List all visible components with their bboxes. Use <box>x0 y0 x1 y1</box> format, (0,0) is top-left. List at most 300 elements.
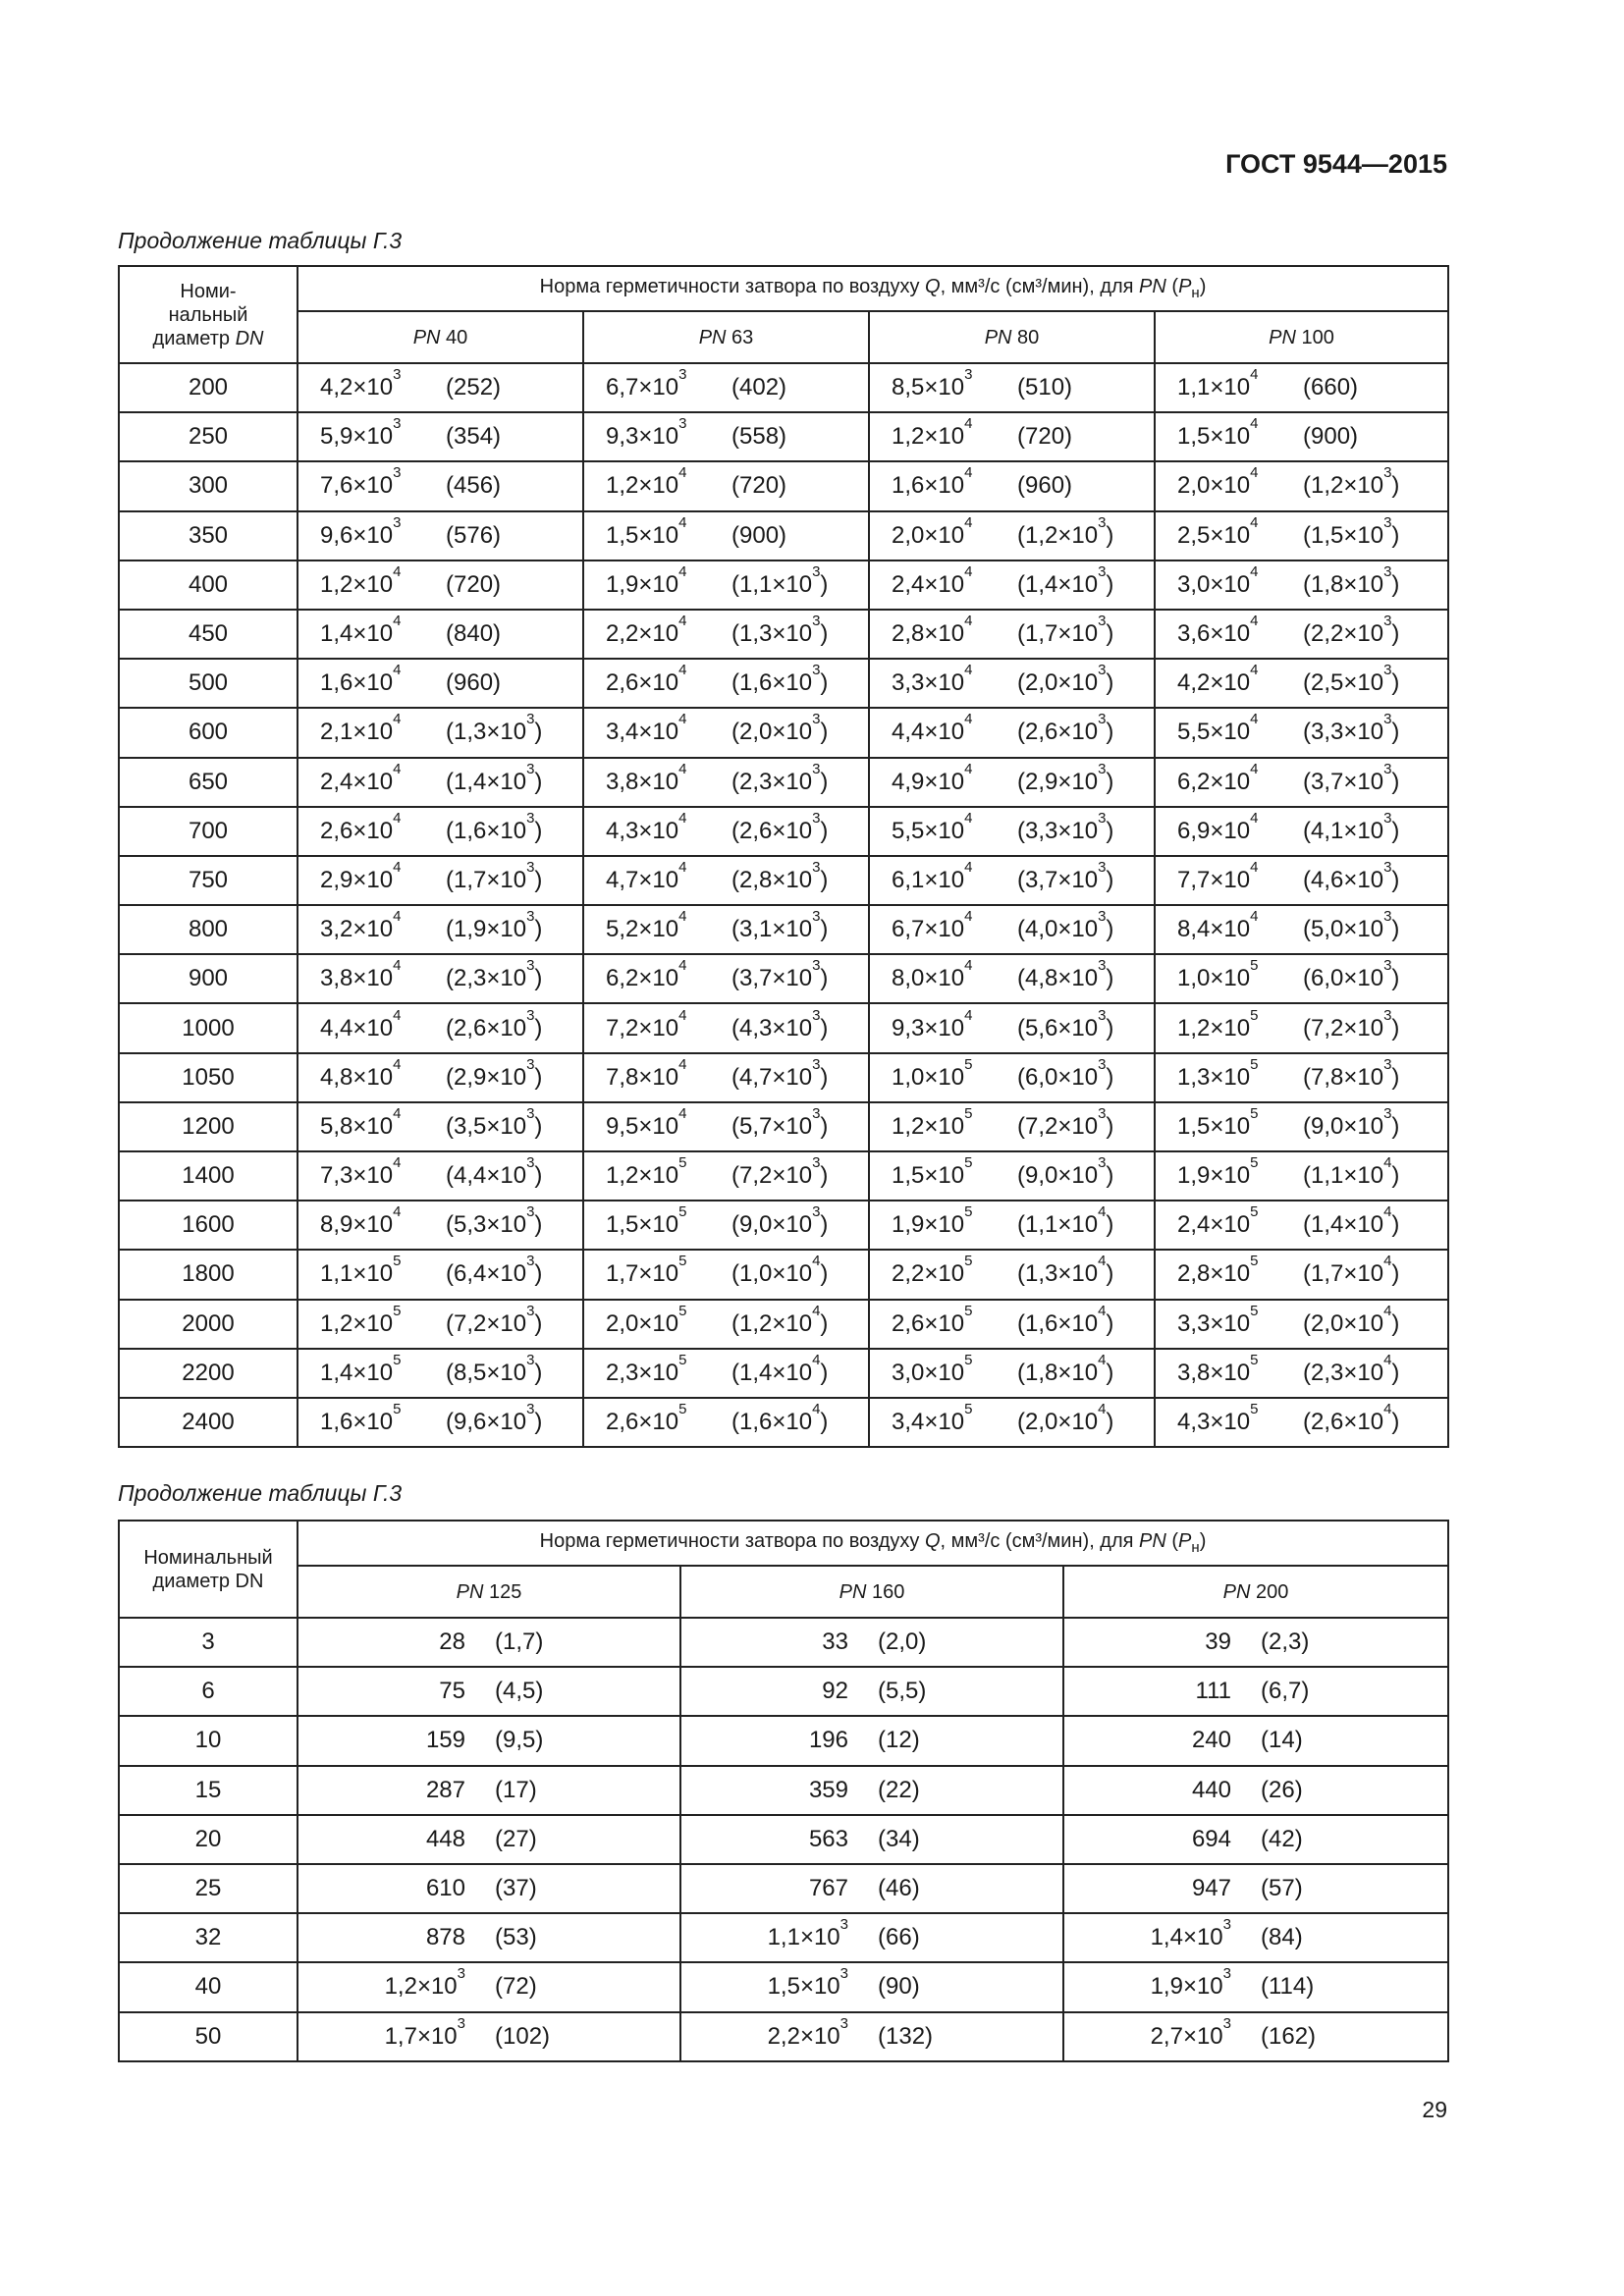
table-row <box>119 1962 1448 2011</box>
table2-caption: Продолжение таблицы Г.3 <box>118 1480 403 1506</box>
leakage-value-cell <box>583 856 869 905</box>
leakage-value-cell <box>1155 659 1448 708</box>
air-flow-cm3min: $(2,0\times 10^4)$ <box>1017 1401 1114 1436</box>
air-flow-cm3min: $(7,2\times 10^3)$ <box>1017 1104 1114 1140</box>
leakage-value-cell <box>298 561 583 610</box>
air-flow-cm3min: $(3,3\times 10^3)$ <box>1303 711 1400 746</box>
leakage-value-cell <box>1155 1102 1448 1151</box>
air-flow-mm3s: $2,7\times 10^3$ <box>1150 2014 1231 2050</box>
leakage-value-cell <box>583 708 869 757</box>
air-flow-cm3min: $(5,6\times 10^3)$ <box>1017 1006 1114 1041</box>
dn-cell: 700 <box>119 807 298 856</box>
air-flow-cm3min: $(1,0\times 10^4)$ <box>731 1253 829 1288</box>
leakage-value-cell <box>1155 1300 1448 1349</box>
leakage-value-cell <box>1155 807 1448 856</box>
air-flow-mm3s: 694 <box>1191 1825 1231 1852</box>
air-flow-mm3s: $4,3\times 10^5$ <box>1177 1401 1259 1436</box>
air-flow-mm3s: $8,0\times 10^4$ <box>892 957 973 992</box>
air-flow-mm3s: $1,2\times 10^4$ <box>892 415 973 451</box>
leakage-value-cell <box>298 905 583 954</box>
air-flow-cm3min: (960) <box>1017 472 1073 500</box>
air-flow-cm3min: $(2,9\times 10^3)$ <box>446 1055 543 1091</box>
leakage-value-cell <box>298 758 583 807</box>
air-flow-cm3min: $(3,7\times 10^3)$ <box>1017 858 1114 893</box>
air-flow-cm3min: (510) <box>1017 374 1073 401</box>
air-flow-mm3s: $1,4\times 10^4$ <box>320 613 402 648</box>
air-flow-mm3s: 610 <box>425 1875 465 1902</box>
air-flow-mm3s: 359 <box>808 1776 848 1803</box>
leakage-value-cell <box>298 1250 583 1299</box>
table-row <box>119 1766 1448 1815</box>
air-flow-cm3min: $(1,8\times 10^4)$ <box>1017 1351 1114 1386</box>
air-flow-cm3min: $(2,3\times 10^4)$ <box>1303 1351 1400 1386</box>
air-flow-mm3s: $1,2\times 10^4$ <box>606 464 687 500</box>
air-flow-mm3s: $2,6\times 10^5$ <box>606 1401 687 1436</box>
leakage-value-cell <box>680 1962 1063 2011</box>
dn-cell: 650 <box>119 758 298 807</box>
leakage-value-cell <box>869 561 1155 610</box>
pn-header-2: PN 200 <box>1063 1566 1448 1618</box>
air-flow-mm3s: 563 <box>808 1825 848 1852</box>
leakage-value-cell <box>680 2012 1063 2061</box>
air-flow-cm3min: (72) <box>495 1973 537 2001</box>
air-flow-mm3s: $4,8\times 10^4$ <box>320 1055 402 1091</box>
air-flow-mm3s: $1,9\times 10^5$ <box>1177 1154 1259 1190</box>
table-row <box>119 758 1448 807</box>
table-row <box>119 1716 1448 1765</box>
leakage-value-cell <box>869 511 1155 561</box>
air-flow-cm3min: $(1,4\times 10^3)$ <box>1017 562 1114 598</box>
air-flow-mm3s: $1,5\times 10^5$ <box>1177 1104 1259 1140</box>
air-flow-cm3min: (53) <box>495 1924 537 1951</box>
table-row <box>119 1102 1448 1151</box>
air-flow-mm3s: 878 <box>425 1924 465 1951</box>
dn-cell: 1050 <box>119 1053 298 1102</box>
dn-cell: 400 <box>119 561 298 610</box>
air-flow-cm3min: (90) <box>878 1973 920 2001</box>
leakage-value-cell <box>1155 1151 1448 1201</box>
air-flow-mm3s: $9,3\times 10^4$ <box>892 1006 973 1041</box>
air-flow-mm3s: $8,4\times 10^4$ <box>1177 908 1259 943</box>
air-flow-mm3s: $4,2\times 10^3$ <box>320 366 402 401</box>
air-flow-cm3min: $(9,6\times 10^3)$ <box>446 1401 543 1436</box>
leakage-value-cell <box>1155 610 1448 659</box>
dn-cell: 600 <box>119 708 298 757</box>
leakage-value-cell <box>869 1053 1155 1102</box>
air-flow-cm3min: $(1,1\times 10^4)$ <box>1017 1203 1114 1239</box>
pn-header-3: PN 100 <box>1155 311 1448 363</box>
leakage-value-cell <box>583 1003 869 1052</box>
air-flow-cm3min: $(1,7\times 10^4)$ <box>1303 1253 1400 1288</box>
air-flow-cm3min: $(2,6\times 10^4)$ <box>1303 1401 1400 1436</box>
air-flow-cm3min: $(1,6\times 10^3)$ <box>446 809 543 844</box>
air-flow-cm3min: (17) <box>495 1776 537 1803</box>
air-flow-mm3s: $2,4\times 10^5$ <box>1177 1203 1259 1239</box>
air-flow-mm3s: $1,5\times 10^3$ <box>767 1965 848 2001</box>
air-flow-mm3s: $4,4\times 10^4$ <box>320 1006 402 1041</box>
air-flow-cm3min: $(1,7\times 10^3)$ <box>446 858 543 893</box>
leakage-value-cell <box>869 1250 1155 1299</box>
leakage-value-cell <box>680 1716 1063 1765</box>
leakage-value-cell <box>1155 954 1448 1003</box>
air-flow-mm3s: $9,6\times 10^3$ <box>320 513 402 549</box>
leakage-value-cell <box>298 1349 583 1398</box>
air-flow-mm3s: 240 <box>1191 1727 1231 1754</box>
leakage-value-cell <box>869 1003 1155 1052</box>
leakage-value-cell <box>1063 1618 1448 1667</box>
air-flow-mm3s: $1,2\times 10^5$ <box>606 1154 687 1190</box>
air-flow-mm3s: $3,2\times 10^4$ <box>320 908 402 943</box>
leakage-value-cell <box>298 1102 583 1151</box>
air-flow-mm3s: $2,0\times 10^4$ <box>892 513 973 549</box>
air-flow-mm3s: $7,7\times 10^4$ <box>1177 858 1259 893</box>
dn-cell: 900 <box>119 954 298 1003</box>
air-flow-cm3min: $(1,7\times 10^3)$ <box>1017 613 1114 648</box>
group-header: Норма герметичности затвора по воздуху Q, мм³/с (см³/мин), для PN $(P_н)$ <box>298 266 1448 311</box>
air-flow-cm3min: $(1,3\times 10^3)$ <box>731 613 829 648</box>
air-flow-mm3s: $5,2\times 10^4$ <box>606 908 687 943</box>
air-flow-mm3s: $6,7\times 10^4$ <box>892 908 973 943</box>
dn-cell: 15 <box>119 1766 298 1815</box>
leakage-value-cell <box>1155 1349 1448 1398</box>
leakage-value-cell <box>583 1102 869 1151</box>
air-flow-mm3s: $1,6\times 10^4$ <box>320 662 402 697</box>
leakage-value-cell <box>583 758 869 807</box>
air-flow-mm3s: $1,5\times 10^4$ <box>1177 415 1259 451</box>
leakage-value-cell <box>1155 1398 1448 1447</box>
leakage-value-cell <box>869 1398 1155 1447</box>
air-flow-mm3s: $1,2\times 10^5$ <box>1177 1006 1259 1041</box>
table-row <box>119 708 1448 757</box>
dn-cell: 25 <box>119 1864 298 1913</box>
dn-cell: 20 <box>119 1815 298 1864</box>
air-flow-mm3s: $2,4\times 10^4$ <box>892 562 973 598</box>
air-flow-mm3s: $7,3\times 10^4$ <box>320 1154 402 1190</box>
air-flow-cm3min: (66) <box>878 1924 920 1951</box>
leakage-value-cell <box>680 1913 1063 1962</box>
dn-cell: 300 <box>119 461 298 510</box>
leakage-value-cell <box>1155 1250 1448 1299</box>
air-flow-mm3s: $2,6\times 10^5$ <box>892 1302 973 1337</box>
table-row <box>119 1300 1448 1349</box>
leakage-value-cell <box>583 1398 869 1447</box>
leakage-value-cell <box>869 363 1155 412</box>
air-flow-cm3min: $(1,4\times 10^4)$ <box>731 1351 829 1386</box>
air-flow-cm3min: (162) <box>1261 2022 1317 2050</box>
air-flow-mm3s: $1,3\times 10^5$ <box>1177 1055 1259 1091</box>
dn-cell: 500 <box>119 659 298 708</box>
air-flow-cm3min: (114) <box>1261 1973 1315 2001</box>
leakage-value-cell <box>298 1201 583 1250</box>
air-flow-cm3min: $(9,0\times 10^3)$ <box>1303 1104 1400 1140</box>
leakage-value-cell <box>583 1300 869 1349</box>
air-flow-cm3min: $(7,2\times 10^3)$ <box>731 1154 829 1190</box>
leakage-value-cell <box>298 1913 680 1962</box>
leakage-value-cell <box>298 1716 680 1765</box>
leakage-value-cell <box>1155 461 1448 510</box>
air-flow-mm3s: $1,4\times 10^3$ <box>1150 1916 1231 1951</box>
leakage-value-cell <box>583 954 869 1003</box>
air-flow-cm3min: $(1,1\times 10^4)$ <box>1303 1154 1400 1190</box>
air-flow-mm3s: $1,0\times 10^5$ <box>1177 957 1259 992</box>
air-flow-cm3min: (720) <box>446 570 502 598</box>
leakage-value-cell <box>869 856 1155 905</box>
air-flow-mm3s: 287 <box>425 1776 465 1803</box>
air-flow-mm3s: $1,2\times 10^3$ <box>384 1965 465 2001</box>
air-flow-cm3min: (2,3) <box>1261 1629 1310 1656</box>
leakage-value-cell <box>1155 1201 1448 1250</box>
leakage-value-cell <box>869 1300 1155 1349</box>
leakage-value-cell <box>869 1151 1155 1201</box>
leakage-value-cell <box>298 1667 680 1716</box>
air-flow-mm3s: $8,5\times 10^3$ <box>892 366 973 401</box>
table-row <box>119 1201 1448 1250</box>
dn-cell: 1600 <box>119 1201 298 1250</box>
leakage-value-cell <box>1155 363 1448 412</box>
leakage-value-cell <box>298 511 583 561</box>
air-flow-mm3s: $6,9\times 10^4$ <box>1177 809 1259 844</box>
leakage-value-cell <box>869 1349 1155 1398</box>
air-flow-cm3min: (37) <box>495 1875 537 1902</box>
pn-header-2: PN 80 <box>869 311 1155 363</box>
air-flow-cm3min: (9,5) <box>495 1727 544 1754</box>
air-flow-cm3min: (576) <box>446 521 502 549</box>
leakage-value-cell <box>869 1102 1155 1151</box>
air-flow-cm3min: (900) <box>731 521 787 549</box>
air-flow-mm3s: $9,5\times 10^4$ <box>606 1104 687 1140</box>
air-flow-mm3s: $5,9\times 10^3$ <box>320 415 402 451</box>
air-flow-mm3s: $9,3\times 10^3$ <box>606 415 687 451</box>
air-flow-mm3s: $6,7\times 10^3$ <box>606 366 687 401</box>
pn-header-1: PN 160 <box>680 1566 1063 1618</box>
leakage-value-cell <box>583 807 869 856</box>
leakage-value-cell <box>583 363 869 412</box>
air-flow-cm3min: (46) <box>878 1875 920 1902</box>
air-flow-mm3s: $1,0\times 10^5$ <box>892 1055 973 1091</box>
air-flow-mm3s: $5,8\times 10^4$ <box>320 1104 402 1140</box>
leakage-value-cell <box>298 1618 680 1667</box>
air-flow-cm3min: $(1,6\times 10^3)$ <box>731 662 829 697</box>
air-flow-mm3s: $7,8\times 10^4$ <box>606 1055 687 1091</box>
air-flow-mm3s: $3,8\times 10^4$ <box>606 760 687 795</box>
leakage-value-cell <box>869 659 1155 708</box>
air-flow-mm3s: $1,1\times 10^3$ <box>767 1916 848 1951</box>
leakage-value-cell <box>583 1151 869 1201</box>
dn-cell: 2200 <box>119 1349 298 1398</box>
air-flow-mm3s: $1,2\times 10^5$ <box>320 1302 402 1337</box>
air-flow-cm3min: $(2,6\times 10^3)$ <box>1017 711 1114 746</box>
air-flow-cm3min: $(3,1\times 10^3)$ <box>731 908 829 943</box>
leakage-value-cell <box>1155 1053 1448 1102</box>
table-row <box>119 1151 1448 1201</box>
leakage-value-cell <box>583 1349 869 1398</box>
dn-cell: 1400 <box>119 1151 298 1201</box>
air-flow-cm3min: $(4,7\times 10^3)$ <box>731 1055 829 1091</box>
leakage-value-cell <box>1155 708 1448 757</box>
table-row <box>119 2012 1448 2061</box>
leakage-table-pn125-200 <box>118 1520 1449 2062</box>
air-flow-cm3min: $(9,0\times 10^3)$ <box>1017 1154 1114 1190</box>
dn-column-header: Номинальный диаметр DN <box>119 1521 298 1618</box>
dn-cell: 1200 <box>119 1102 298 1151</box>
table-row <box>119 954 1448 1003</box>
air-flow-cm3min: $(1,9\times 10^3)$ <box>446 908 543 943</box>
air-flow-cm3min: (42) <box>1261 1825 1303 1852</box>
air-flow-mm3s: $4,4\times 10^4$ <box>892 711 973 746</box>
leakage-value-cell <box>298 659 583 708</box>
leakage-value-cell <box>1063 1815 1448 1864</box>
air-flow-cm3min: (1,7) <box>495 1629 544 1656</box>
leakage-value-cell <box>869 610 1155 659</box>
air-flow-mm3s: $3,6\times 10^4$ <box>1177 613 1259 648</box>
air-flow-cm3min: $(1,8\times 10^3)$ <box>1303 562 1400 598</box>
air-flow-cm3min: (720) <box>731 472 787 500</box>
air-flow-mm3s: $1,5\times 10^4$ <box>606 513 687 549</box>
air-flow-cm3min: (558) <box>731 423 787 451</box>
table-row <box>119 856 1448 905</box>
leakage-value-cell <box>583 1053 869 1102</box>
air-flow-cm3min: $(7,8\times 10^3)$ <box>1303 1055 1400 1091</box>
leakage-value-cell <box>298 1003 583 1052</box>
air-flow-cm3min: $(1,6\times 10^4)$ <box>1017 1302 1114 1337</box>
leakage-value-cell <box>298 1962 680 2011</box>
dn-cell: 800 <box>119 905 298 954</box>
leakage-value-cell <box>583 905 869 954</box>
leakage-value-cell <box>1155 905 1448 954</box>
table-row <box>119 610 1448 659</box>
leakage-value-cell <box>869 758 1155 807</box>
air-flow-mm3s: $3,3\times 10^4$ <box>892 662 973 697</box>
leakage-value-cell <box>583 1250 869 1299</box>
table1-caption: Продолжение таблицы Г.3 <box>118 228 403 253</box>
air-flow-mm3s: $6,2\times 10^4$ <box>606 957 687 992</box>
leakage-value-cell <box>1063 1766 1448 1815</box>
air-flow-mm3s: 448 <box>425 1825 465 1852</box>
table-row <box>119 511 1448 561</box>
group-header: Норма герметичности затвора по воздуху Q, мм³/с (см³/мин), для PN $(P_н)$ <box>298 1521 1448 1566</box>
air-flow-cm3min: $(1,5\times 10^3)$ <box>1303 513 1400 549</box>
leakage-value-cell <box>1063 1667 1448 1716</box>
air-flow-mm3s: 39 <box>1205 1629 1231 1656</box>
dn-cell: 10 <box>119 1716 298 1765</box>
air-flow-mm3s: $4,9\times 10^4$ <box>892 760 973 795</box>
dn-cell: 450 <box>119 610 298 659</box>
leakage-value-cell <box>583 461 869 510</box>
air-flow-mm3s: $2,0\times 10^5$ <box>606 1302 687 1337</box>
air-flow-cm3min: (2,0) <box>878 1629 927 1656</box>
air-flow-mm3s: 92 <box>822 1678 848 1705</box>
air-flow-cm3min: $(1,3\times 10^3)$ <box>446 711 543 746</box>
air-flow-mm3s: $3,8\times 10^4$ <box>320 957 402 992</box>
air-flow-cm3min: $(4,3\times 10^3)$ <box>731 1006 829 1041</box>
air-flow-cm3min: (57) <box>1261 1875 1303 1902</box>
air-flow-mm3s: $2,0\times 10^4$ <box>1177 464 1259 500</box>
leakage-value-cell <box>298 363 583 412</box>
air-flow-cm3min: $(2,3\times 10^3)$ <box>731 760 829 795</box>
table-row <box>119 807 1448 856</box>
leakage-value-cell <box>1155 1003 1448 1052</box>
air-flow-cm3min: (4,5) <box>495 1678 544 1705</box>
air-flow-mm3s: $1,4\times 10^5$ <box>320 1351 402 1386</box>
air-flow-cm3min: (27) <box>495 1825 537 1852</box>
air-flow-cm3min: $(6,0\times 10^3)$ <box>1017 1055 1114 1091</box>
leakage-value-cell <box>869 708 1155 757</box>
air-flow-mm3s: $1,7\times 10^5$ <box>606 1253 687 1288</box>
dn-cell: 200 <box>119 363 298 412</box>
air-flow-cm3min: $(2,6\times 10^3)$ <box>446 1006 543 1041</box>
dn-cell: 2000 <box>119 1300 298 1349</box>
air-flow-cm3min: (402) <box>731 374 787 401</box>
leakage-value-cell <box>298 2012 680 2061</box>
dn-cell: 32 <box>119 1913 298 1962</box>
leakage-value-cell <box>298 461 583 510</box>
table-row <box>119 1667 1448 1716</box>
air-flow-mm3s: $1,5\times 10^5$ <box>892 1154 973 1190</box>
leakage-value-cell <box>298 1815 680 1864</box>
air-flow-mm3s: 28 <box>439 1629 465 1656</box>
air-flow-cm3min: $(1,4\times 10^4)$ <box>1303 1203 1400 1239</box>
leakage-value-cell <box>298 807 583 856</box>
air-flow-cm3min: $(2,5\times 10^3)$ <box>1303 662 1400 697</box>
table-row <box>119 1618 1448 1667</box>
air-flow-cm3min: $(6,4\times 10^3)$ <box>446 1253 543 1288</box>
leakage-value-cell <box>298 1864 680 1913</box>
air-flow-mm3s: 440 <box>1191 1776 1231 1803</box>
air-flow-cm3min: (354) <box>446 423 502 451</box>
leakage-value-cell <box>869 412 1155 461</box>
table-row <box>119 461 1448 510</box>
air-flow-mm3s: 159 <box>425 1727 465 1754</box>
air-flow-cm3min: (84) <box>1261 1924 1303 1951</box>
table-row <box>119 659 1448 708</box>
leakage-value-cell <box>298 610 583 659</box>
air-flow-cm3min: (900) <box>1303 423 1359 451</box>
air-flow-mm3s: 111 <box>1195 1678 1231 1705</box>
air-flow-mm3s: $2,9\times 10^4$ <box>320 858 402 893</box>
leakage-value-cell <box>298 1151 583 1201</box>
air-flow-mm3s: 947 <box>1191 1875 1231 1902</box>
air-flow-mm3s: $1,6\times 10^4$ <box>892 464 973 500</box>
air-flow-mm3s: 33 <box>822 1629 848 1656</box>
dn-cell: 350 <box>119 511 298 561</box>
air-flow-cm3min: $(1,1\times 10^3)$ <box>731 562 829 598</box>
air-flow-mm3s: 196 <box>808 1727 848 1754</box>
page-number: 29 <box>1422 2097 1447 2122</box>
leakage-value-cell <box>583 610 869 659</box>
dn-cell: 750 <box>119 856 298 905</box>
dn-column-header: Номи- нальный диаметр DN <box>119 266 298 363</box>
air-flow-cm3min: $(4,1\times 10^3)$ <box>1303 809 1400 844</box>
dn-cell: 1800 <box>119 1250 298 1299</box>
leakage-value-cell <box>680 1618 1063 1667</box>
air-flow-mm3s: $7,2\times 10^4$ <box>606 1006 687 1041</box>
air-flow-mm3s: $1,9\times 10^3$ <box>1150 1965 1231 2001</box>
air-flow-mm3s: $2,6\times 10^4$ <box>606 662 687 697</box>
air-flow-mm3s: $1,7\times 10^3$ <box>384 2014 465 2050</box>
air-flow-cm3min: $(4,8\times 10^3)$ <box>1017 957 1114 992</box>
leakage-value-cell <box>298 1053 583 1102</box>
air-flow-cm3min: $(1,6\times 10^4)$ <box>731 1401 829 1436</box>
leakage-value-cell <box>298 1398 583 1447</box>
leakage-value-cell <box>1155 561 1448 610</box>
pn-header-0: PN 125 <box>298 1566 680 1618</box>
air-flow-mm3s: $4,7\times 10^4$ <box>606 858 687 893</box>
table-row <box>119 1250 1448 1299</box>
leakage-value-cell <box>583 1201 869 1250</box>
air-flow-mm3s: $4,2\times 10^4$ <box>1177 662 1259 697</box>
pn-header-1: PN 63 <box>583 311 869 363</box>
air-flow-cm3min: $(7,2\times 10^3)$ <box>1303 1006 1400 1041</box>
